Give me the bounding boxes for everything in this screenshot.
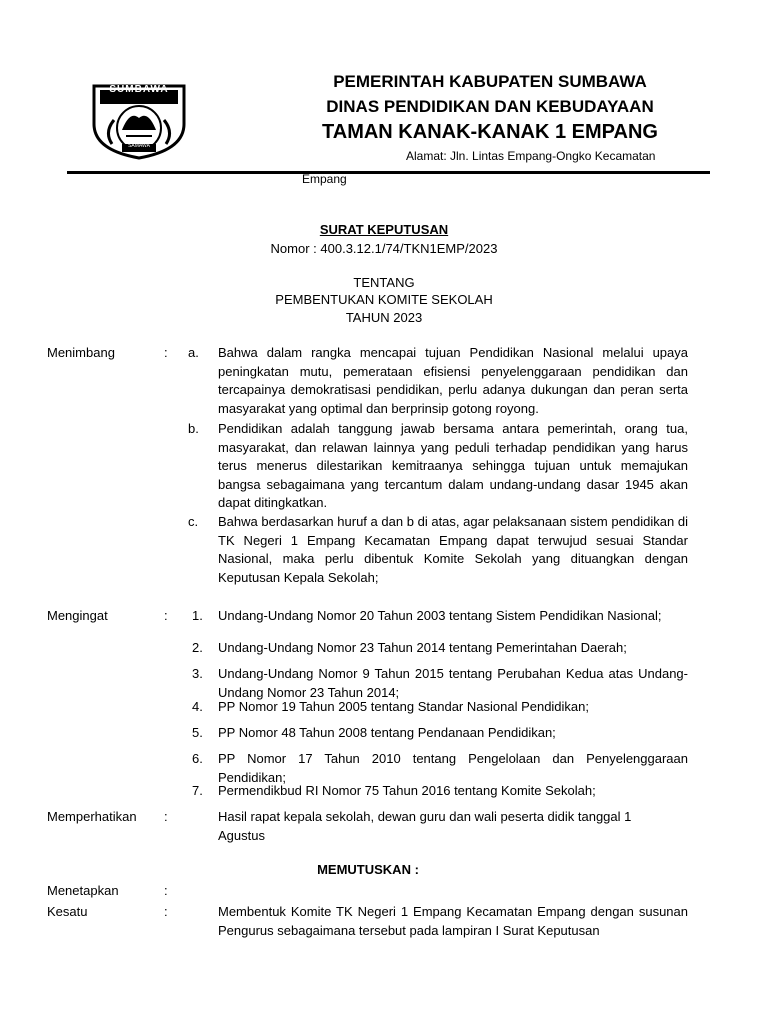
- menimbang-marker-b: b.: [188, 421, 199, 436]
- mengingat-colon: :: [164, 608, 168, 623]
- agency-name: DINAS PENDIDIKAN DAN KEBUDAYAAN: [326, 97, 654, 116]
- memperhatikan-text: Hasil rapat kepala sekolah, dewan guru dan wali peserta didik tanggal 1 Agustus: [218, 809, 632, 843]
- memperhatikan-colon: :: [164, 809, 168, 824]
- mengingat-text-5: PP Nomor 48 Tahun 2008 tentang Pendanaan Pendidikan;: [218, 725, 556, 740]
- menimbang-marker-a: a.: [188, 345, 199, 360]
- address-line-2: Empang: [302, 172, 347, 186]
- mengingat-text-7: Permendikbud RI Nomor 75 Tahun 2016 tentang Komite Sekolah;: [218, 783, 596, 798]
- mengingat-marker-6: 6.: [192, 751, 203, 766]
- decision-heading: MEMUTUSKAN :: [317, 862, 419, 877]
- mengingat-marker-5: 5.: [192, 725, 203, 740]
- document-subject: PEMBENTUKAN KOMITE SEKOLAH: [275, 292, 493, 307]
- mengingat-text-4: PP Nomor 19 Tahun 2005 tentang Standar Nasional Pendidikan;: [218, 699, 590, 714]
- logo-text-top: SUMBAWA: [109, 84, 169, 95]
- kesatu-text: Membentuk Komite TK Negeri 1 Empang Kecamatan Empang dengan susunan Pengurus sebagaimana tersebut pada lampiran I Surat Keputusan: [218, 904, 688, 938]
- kesatu-colon: :: [164, 904, 168, 919]
- mengingat-text-6: PP Nomor 17 Tahun 2010 tentang Pengelolaan dan Penyelenggaraan Pendidikan;: [218, 751, 688, 785]
- document-title: SURAT KEPUTUSAN: [319, 222, 449, 237]
- menetapkan-colon: :: [164, 883, 168, 898]
- logo-text-bottom: SAMAWA: [128, 143, 150, 149]
- menimbang-label: Menimbang: [47, 345, 115, 360]
- menimbang-marker-c: c.: [188, 514, 199, 529]
- document-year: TAHUN 2023: [345, 310, 423, 325]
- mengingat-text-2: Undang-Undang Nomor 23 Tahun 2014 tentang Pemerintahan Daerah;: [218, 640, 627, 655]
- menimbang-text-b: Pendidikan adalah tanggung jawab bersama antara pemerintah, orang tua, masyarakat, dan relawan lainnya yang peduli terhadap pendidikan yang harus terus menerus dilestarikan kemitraanya sehingga tujuan untuk memajukan bangsa sebagaimana yang tercantum dalam undang-undang dasar 1945 akan dapat ditingkatkan.: [218, 421, 688, 510]
- address-line-1: Alamat: Jln. Lintas Empang-Ongko Kecamatan: [406, 149, 656, 163]
- government-name: PEMERINTAH KABUPATEN SUMBAWA: [333, 72, 647, 91]
- document-number: Nomor : 400.3.12.1/74/TKN1EMP/2023: [270, 241, 498, 256]
- menimbang-colon: :: [164, 345, 168, 360]
- memperhatikan-label: Memperhatikan: [47, 809, 137, 824]
- school-name: TAMAN KANAK-KANAK 1 EMPANG: [322, 121, 658, 143]
- menimbang-text-c: Bahwa berdasarkan huruf a dan b di atas, agar pelaksanaan sistem pendidikan di TK Negeri 1 Empang Kecamatan Empang dapat terwujud sesuai Standar Nasional, maka perlu dibentuk Komite Sekolah yang dituangkan dengan Keputusan Kepala Sekolah;: [218, 514, 688, 585]
- kesatu-label: Kesatu: [47, 904, 88, 919]
- mengingat-marker-1: 1.: [192, 608, 203, 623]
- mengingat-marker-4: 4.: [192, 699, 203, 714]
- mengingat-marker-2: 2.: [192, 640, 203, 655]
- mengingat-marker-3: 3.: [192, 666, 203, 681]
- letterhead-divider: [67, 171, 710, 174]
- mengingat-text-1: Undang-Undang Nomor 20 Tahun 2003 tentang Sistem Pendidikan Nasional;: [218, 608, 662, 623]
- menimbang-text-a: Bahwa dalam rangka mencapai tujuan Pendidikan Nasional melalui upaya peningkatan mutu, pemerataan efisiensi penyelenggaraan pendidikan dan tercapainya demokratisasi pendidikan, perlu adanya dukungan dan peran serta masyarakat yang optimal dan berprinsip gotong royong.: [218, 345, 688, 416]
- mengingat-marker-7: 7.: [192, 783, 203, 798]
- document-about: TENTANG: [353, 275, 415, 290]
- mengingat-label: Mengingat: [47, 608, 108, 623]
- menetapkan-label: Menetapkan: [47, 883, 119, 898]
- mengingat-text-3: Undang-Undang Nomor 9 Tahun 2015 tentang Perubahan Kedua atas Undang-Undang Nomor 23 Tahun 2014;: [218, 666, 688, 700]
- regency-logo: [90, 80, 188, 160]
